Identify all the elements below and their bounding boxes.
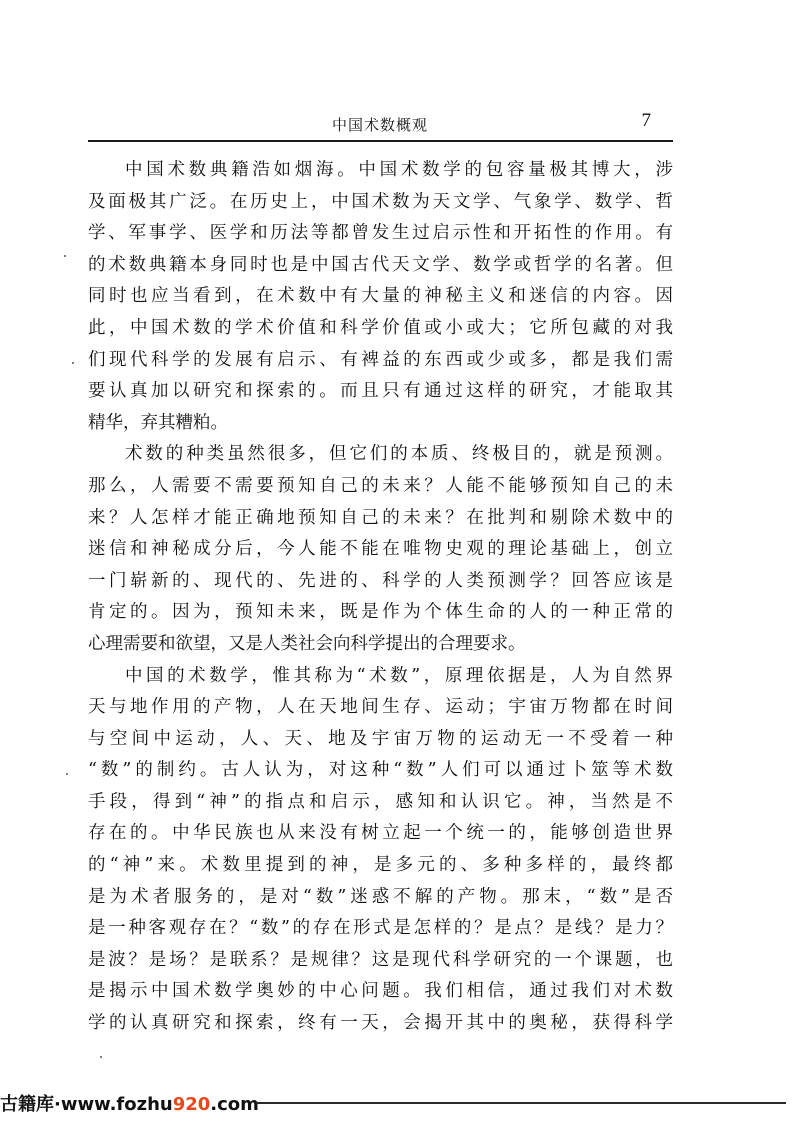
text-line: 存在的。中华民族也从来没有树立起一个统一的，能够创造世界 [88, 823, 673, 844]
footer-rule [256, 1102, 786, 1104]
watermark-suffix: .com [210, 1094, 259, 1115]
scan-speck [64, 255, 66, 257]
running-head [88, 110, 673, 136]
body-text [88, 155, 673, 1040]
text-line: 是一种客观存在？“数”的存在形式是怎样的？是点？是线？是力？ [88, 918, 673, 939]
paragraph-1 [88, 155, 673, 439]
text-line: 来？人怎样才能正确地预知自己的未来？在批判和剔除术数中的 [88, 507, 673, 528]
text-line: 肯定的。因为，预知未来，既是作为个体生命的人的一种正常的 [88, 602, 673, 623]
watermark-digits: 920 [172, 1094, 211, 1115]
text-line: “数”的制约。古人认为，对这种“数”人们可以通过卜筮等术数 [88, 760, 673, 781]
text-line: 心理需要和欲望，又是人类社会向科学提出的合理要求。 [88, 633, 526, 654]
scan-speck [72, 362, 74, 364]
paragraph-3 [88, 661, 673, 1040]
text-line: 及面极其广泛。在历史上，中国术数为天文学、气象学、数学、哲 [88, 191, 673, 212]
text-line: 同时也应当看到，在术数中有大量的神秘主义和迷信的内容。因 [88, 286, 673, 307]
text-line: 中国的术数学，惟其称为“术数”，原理依据是，人为自然界 [125, 665, 673, 686]
text-line: 迷信和神秘成分后，今人能不能在唯物史观的理论基础上，创立 [88, 539, 673, 560]
paragraph-2 [88, 439, 673, 660]
text-line: 是揭示中国术数学奥妙的中心问题。我们相信，通过我们对术数 [88, 981, 673, 1002]
text-line: 是波？是场？是联系？是规律？这是现代科学研究的一个课题，也 [88, 949, 673, 970]
text-line: 学的认真研究和探索，终有一天，会揭开其中的奥秘，获得科学 [88, 1013, 673, 1034]
text-line: 手段，得到“神”的指点和启示，感知和认识它。神，当然是不 [88, 791, 673, 812]
text-line: 一门崭新的、现代的、先进的、科学的人类预测学？回答应该是 [88, 570, 673, 591]
text-line: 此，中国术数的学术价值和科学价值或小或大；它所包藏的对我 [88, 317, 673, 338]
text-line: 的术数典籍本身同时也是中国古代天文学、数学或哲学的名著。但 [88, 254, 673, 275]
site-watermark[interactable] [0, 1090, 259, 1116]
text-line: 精华，弃其糟粕。 [88, 412, 228, 433]
text-line: 们现代科学的发展有启示、有裨益的东西或少或多，都是我们需 [88, 349, 673, 370]
text-line: 天与地作用的产物，人在天地间生存、运动；宇宙万物都在时间 [88, 697, 673, 718]
text-line: 术数的种类虽然很多，但它们的本质、终极目的，就是预测。 [125, 444, 673, 465]
scan-speck [66, 773, 68, 775]
text-line: 中国术数典籍浩如烟海。中国术数学的包容量极其博大，涉 [125, 160, 673, 180]
header-rule [88, 140, 673, 142]
scan-speck [100, 1056, 102, 1058]
text-line: 的“神”来。术数里提到的神，是多元的、多种多样的，最终都 [88, 855, 673, 876]
text-line: 那么，人需要不需要预知自己的未来？人能不能够预知自己的未 [88, 475, 673, 496]
page-number: 7 [641, 110, 651, 131]
text-line: 与空间中运动，人、天、地及宇宙万物的运动无一不受着一种 [88, 728, 673, 749]
running-title: 中国术数概观 [332, 116, 429, 134]
text-line: 要认真加以研究和探索的。而且只有通过这样的研究，才能取其 [88, 381, 673, 402]
watermark-text: 古籍库·www.fozhu [0, 1094, 173, 1115]
text-line: 学、军事学、医学和历法等都曾发生过启示性和开拓性的作用。有 [88, 223, 673, 244]
text-line: 是为术者服务的，是对“数”迷惑不解的产物。那末，“数”是否 [88, 886, 673, 907]
